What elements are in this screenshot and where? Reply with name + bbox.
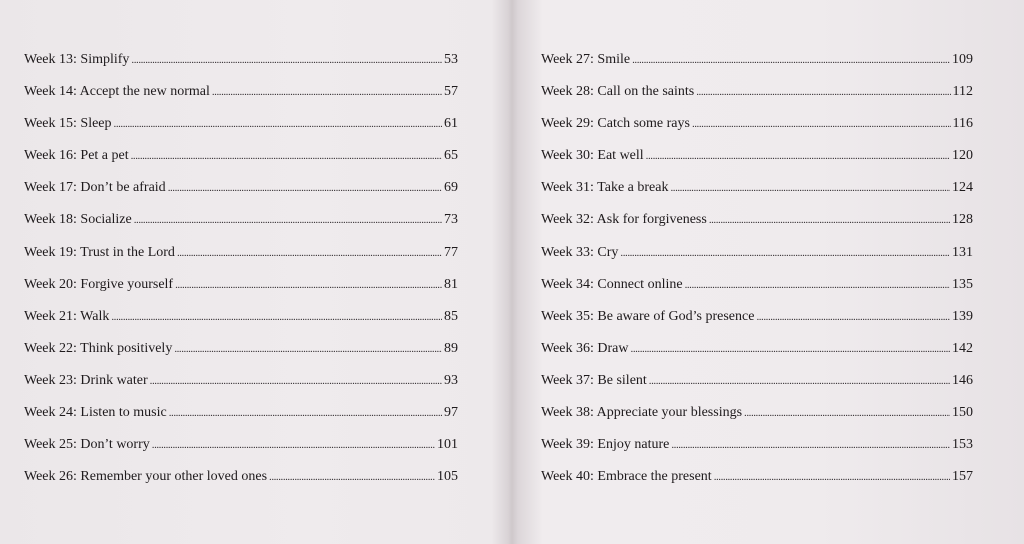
toc-entry-title: Week 39: Enjoy nature xyxy=(541,437,670,453)
dot-leader xyxy=(111,301,442,333)
toc-entry[interactable] xyxy=(24,140,458,172)
toc-entry[interactable] xyxy=(541,76,973,108)
toc-entry[interactable] xyxy=(541,461,973,493)
toc-entry-title: Week 23: Drink water xyxy=(24,372,148,388)
toc-entry-page-number: 57 xyxy=(444,84,458,100)
toc-entry-page-number: 131 xyxy=(952,244,973,260)
toc-entry-title: Week 31: Take a break xyxy=(541,180,669,196)
toc-entry-page-number: 65 xyxy=(444,148,458,164)
right-page xyxy=(512,0,1024,544)
toc-entry-title: Week 26: Remember your other loved ones xyxy=(24,469,268,485)
toc-entry[interactable] xyxy=(541,365,973,397)
toc-entry-page-number: 61 xyxy=(444,116,458,132)
toc-entry-title: Week 21: Walk xyxy=(24,308,110,324)
toc-entry-page-number: 142 xyxy=(952,340,973,356)
toc-entry-title: Week 13: Simplify xyxy=(24,52,130,67)
toc-entry[interactable] xyxy=(541,429,973,461)
toc-entry-title: Week 40: Embrace the present xyxy=(541,469,712,485)
dot-leader xyxy=(714,461,950,493)
table-of-contents-right xyxy=(541,44,973,493)
toc-entry-page-number: 69 xyxy=(444,180,458,196)
toc-entry-title: Week 27: Smile xyxy=(541,52,631,67)
toc-entry[interactable] xyxy=(541,269,973,301)
toc-entry-title: Week 24: Listen to music xyxy=(24,405,167,421)
dot-leader xyxy=(212,76,442,108)
toc-entry[interactable] xyxy=(24,269,458,301)
table-of-contents-left xyxy=(24,44,458,493)
toc-entry-page-number: 124 xyxy=(952,180,973,196)
toc-entry[interactable] xyxy=(24,76,458,108)
toc-entry-title: Week 33: Cry xyxy=(541,244,619,260)
dot-leader xyxy=(169,397,442,429)
toc-entry-title: Week 35: Be aware of God’s presence xyxy=(541,308,755,324)
toc-entry[interactable] xyxy=(24,108,458,140)
dot-leader xyxy=(131,140,442,172)
dot-leader xyxy=(620,237,950,269)
toc-entry[interactable] xyxy=(24,461,458,493)
toc-entry-title: Week 34: Connect online xyxy=(541,276,683,292)
toc-entry-page-number: 85 xyxy=(444,308,458,324)
dot-leader xyxy=(646,140,950,172)
dot-leader xyxy=(631,333,950,365)
toc-entry-title: Week 16: Pet a pet xyxy=(24,148,129,164)
dot-leader xyxy=(670,172,950,204)
toc-entry-page-number: 139 xyxy=(952,308,973,324)
toc-entry-page-number: 81 xyxy=(444,276,458,292)
toc-entry[interactable] xyxy=(541,108,973,140)
toc-entry-page-number: 97 xyxy=(444,405,458,421)
dot-leader xyxy=(756,301,950,333)
toc-entry-page-number: 116 xyxy=(952,116,973,132)
toc-entry-title: Week 22: Think positively xyxy=(24,340,173,356)
toc-entry[interactable] xyxy=(24,365,458,397)
dot-leader xyxy=(134,204,442,236)
toc-entry-title: Week 37: Be silent xyxy=(541,372,647,388)
toc-entry[interactable] xyxy=(541,140,973,172)
toc-entry-title: Week 15: Sleep xyxy=(24,116,112,132)
dot-leader xyxy=(174,333,442,365)
toc-entry-page-number: 53 xyxy=(444,52,458,67)
toc-entry-title: Week 17: Don’t be afraid xyxy=(24,180,166,196)
left-page xyxy=(0,0,510,544)
toc-entry-page-number: 109 xyxy=(952,52,973,67)
toc-entry-title: Week 20: Forgive yourself xyxy=(24,276,174,292)
toc-entry-page-number: 150 xyxy=(952,405,973,421)
toc-entry-page-number: 128 xyxy=(952,212,973,228)
toc-entry-page-number: 112 xyxy=(952,84,973,100)
dot-leader xyxy=(269,461,435,493)
dot-leader xyxy=(692,108,951,140)
toc-entry[interactable] xyxy=(541,301,973,333)
toc-entry-title: Week 25: Don’t worry xyxy=(24,437,150,453)
dot-leader xyxy=(744,397,950,429)
dot-leader xyxy=(696,76,950,108)
toc-entry[interactable] xyxy=(541,172,973,204)
toc-entry-page-number: 105 xyxy=(437,469,458,485)
toc-entry-page-number: 153 xyxy=(952,437,973,453)
toc-entry-title: Week 28: Call on the saints xyxy=(541,84,695,100)
toc-entry-page-number: 101 xyxy=(437,437,458,453)
dot-leader xyxy=(177,237,442,269)
toc-entry[interactable] xyxy=(541,44,973,76)
toc-entry-page-number: 146 xyxy=(952,372,973,388)
dot-leader xyxy=(114,108,442,140)
toc-entry-title: Week 36: Draw xyxy=(541,340,629,356)
dot-leader xyxy=(671,429,950,461)
toc-entry-title: Week 14: Accept the new normal xyxy=(24,84,210,100)
dot-leader xyxy=(152,429,435,461)
toc-entry[interactable] xyxy=(24,204,458,236)
toc-entry-page-number: 157 xyxy=(952,469,973,485)
toc-entry-page-number: 73 xyxy=(444,212,458,228)
dot-leader xyxy=(150,365,442,397)
toc-entry[interactable] xyxy=(24,333,458,365)
toc-entry-title: Week 30: Eat well xyxy=(541,148,644,164)
toc-entry-page-number: 77 xyxy=(444,244,458,260)
toc-entry[interactable] xyxy=(24,237,458,269)
toc-entry[interactable] xyxy=(24,172,458,204)
toc-entry[interactable] xyxy=(541,333,973,365)
dot-leader xyxy=(632,44,950,76)
toc-entry[interactable] xyxy=(24,301,458,333)
dot-leader xyxy=(168,172,442,204)
dot-leader xyxy=(649,365,950,397)
toc-entry-page-number: 135 xyxy=(952,276,973,292)
toc-entry-title: Week 32: Ask for forgiveness xyxy=(541,212,707,228)
dot-leader xyxy=(175,269,442,301)
dot-leader xyxy=(131,44,442,76)
toc-entry[interactable] xyxy=(24,429,458,461)
toc-entry[interactable] xyxy=(24,44,458,76)
toc-entry-page-number: 93 xyxy=(444,372,458,388)
toc-entry[interactable] xyxy=(24,397,458,429)
toc-entry-title: Week 19: Trust in the Lord xyxy=(24,244,175,260)
toc-entry-title: Week 29: Catch some rays xyxy=(541,116,690,132)
toc-entry-title: Week 18: Socialize xyxy=(24,212,132,228)
toc-entry-page-number: 89 xyxy=(444,340,458,356)
dot-leader xyxy=(709,204,950,236)
dot-leader xyxy=(685,269,950,301)
toc-entry-title: Week 38: Appreciate your blessings xyxy=(541,405,743,421)
toc-entry[interactable] xyxy=(541,204,973,236)
toc-entry-page-number: 120 xyxy=(952,148,973,164)
toc-entry[interactable] xyxy=(541,397,973,429)
toc-entry[interactable] xyxy=(541,237,973,269)
